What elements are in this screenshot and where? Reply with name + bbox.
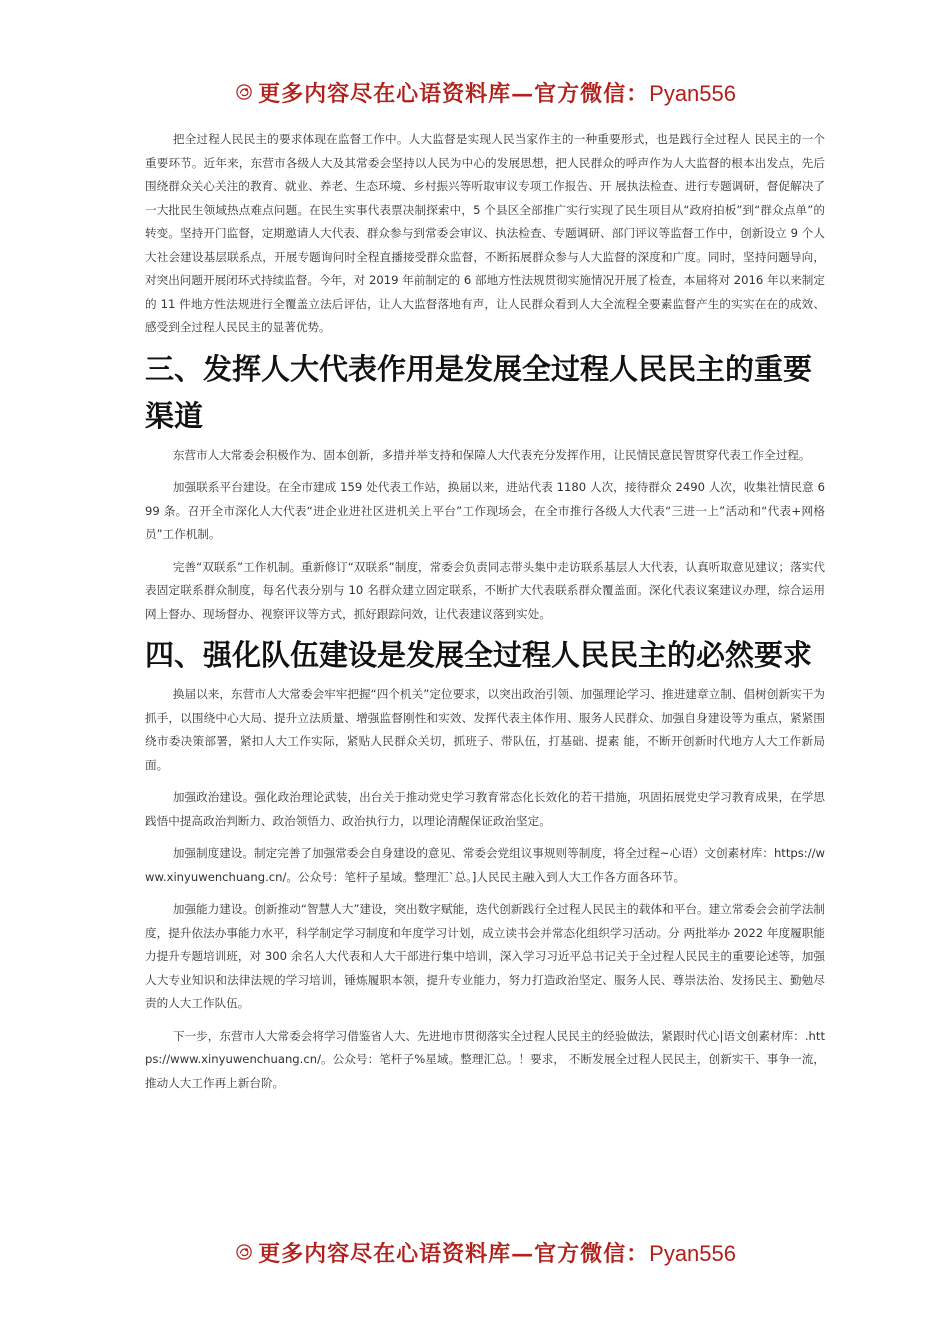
section4-paragraph: 加强政治建设。强化政治理论武装，出台关于推动党史学习教育常态化长效化的若干措施，巩固拓展党史学习教育成果，在学思践悟中提高政治判断力、政治领悟力、政治执行力，以理论清醒保证政治坚定。 <box>145 790 825 828</box>
wechat-id: Pyan556 <box>649 80 736 106</box>
section3-paragraph: 东营市人大常委会积极作为、固本创新，多措并举支持和保障人大代表充分发挥作用，让民情民意民智贯穿代表工作全过程。 <box>172 447 811 462</box>
footer-banner <box>236 1232 736 1272</box>
banner-text: 更多内容尽在心语资料库—官方微信：Pyan556 <box>258 1240 736 1267</box>
section3-heading: 三、发挥人大代表作用是发展全过程人民民主的重要渠道 <box>145 351 813 433</box>
section4-paragraph: 加强能力建设。创新推动“智慧人大”建设，突出数字赋能，迭代创新践行全过程人民民主的载体和平台。建立常委会会前学法制度，提升依法办事能力水平，科学制定学习制度和年度学习计划，成立读书会并常态化组织学习活动。分 两批举办 2022 年度履职能力提升专题培训班，对 300 余名人大代表和人大干部进行集中培训，深入学习习近平总书记关于全过程人民民主的重要论述等，加强人大专业知识和法律法规的学习培训，锤炼履职本领，提升专业能力，努力打造政治坚定、服务人民、尊崇法治、发扬民主、勤勉尽责的人大工作队伍。 <box>145 902 825 1010</box>
brand-logo-icon <box>236 1235 252 1269</box>
brand-logo-icon <box>236 75 252 109</box>
section4-paragraph: 下一步，东营市人大常委会将学习借鉴省人大、先进地市贯彻落实全过程人民民主的经验做法，紧跟时代心|语文创素材库：.https://www.xinyuwenchuang.cn/。公众号：笔杆子%星域。整理汇总。！要求， 不断发展全过程人民民主，创新实干、事争一流，推动人大工作再上新台阶。 <box>145 1028 825 1090</box>
section4-heading: 四、强化队伍建设是发展全过程人民民主的必然要求 <box>145 638 813 672</box>
section3-paragraph: 加强联系平台建设。在全市建成 159 处代表工作站，换届以来，进站代表 1180 人次，接待群众 2490 人次，收集社情民意 699 条。召开全市深化人大代表“进企业进社区进机关上平台”工作现场会，在全市推行各级人大代表“三进一上”活动和“代表+网格员”工作机制。 <box>145 480 825 541</box>
wechat-id: Pyan556 <box>649 1240 736 1266</box>
section4-paragraph: 换届以来，东营市人大常委会牢牢把握“四个机关”定位要求，以突出政治引领、加强理论学习、推进建章立制、倡树创新实干为抓手，以围绕中心大局、提升立法质量、增强监督刚性和实效、发挥代表主体作用、服务人民群众、加强自身建设等为重点，紧紧围绕市委决策部署，紧扣人大工作实际，紧贴人民群众关切，抓班子、带队伍，打基础、提素 能，不断开创新时代地方人大工作新局面。 <box>145 687 825 772</box>
header-banner <box>236 72 736 112</box>
section2-paragraph: 把全过程人民民主的要求体现在监督工作中。人大监督是实现人民当家作主的一种重要形式，也是践行全过程人 民民主的一个重要环节。近年来，东营市各级人大及其常委会坚持以人民为中心的发展思想，把人民群众的呼声作为人大监督的根本出发点，先后围绕群众关心关注的教育、就业、养老、生态环境、乡村振兴等听取审议专项工作报告、开 展执法检查、进行专题调研，督促解决了一大批民生领域热点难点问题。在民生实事代表票决制探索中，5 个县区全部推广实行实现了民生项目从“政府拍板”到“群众点单”的转变。坚持开门监督，定期邀请人大代表、群众参与到常委会审议、执法检查、专题调研、部门评议等监督工作中，创新设立 9 个人大社会建设基层联系点，开展专题询问时全程直播接受群众监督，不断拓展群众参与人大监督的深度和广度。同时，坚持问题导向，对突出问题开展闭环式持续监督。今年，对 2019 年前制定的 6 部地方性法规贯彻实施情况开展了检查，本届将对 2016 年以来制定的 11 件地方性法规进行全覆盖立法后评估，让人大监督落地有声，让人民群众看到人大全流程全要素监督产生的实实在在的成效、感受到全过程人民民主的显著优势。 <box>145 132 825 334</box>
document-body <box>145 128 825 1095</box>
section3-paragraph: 完善“双联系”工作机制。重新修订“双联系”制度，常委会负责同志带头集中走访联系基层人大代表，认真听取意见建议；落实代表固定联系群众制度，每名代表分别与 10 名群众建立固定联系，不断扩大代表联系群众覆盖面。深化代表议案建议办理，综合运用网上督办、现场督办、视察评议等方式，抓好跟踪问效，让代表建议落到实处。 <box>145 559 825 621</box>
banner-text: 更多内容尽在心语资料库—官方微信：Pyan556 <box>258 80 736 107</box>
section4-paragraph: 加强制度建设。制定完善了加强常委会自身建设的意见、常委会党组议事规则等制度，将全过程~心语）文创素材库：https://www.xinyuwenchuang.cn/。公众号：笔杆子星域。整理汇`总。]人民民主融入到人大工作各方面各环节。 <box>145 846 825 884</box>
